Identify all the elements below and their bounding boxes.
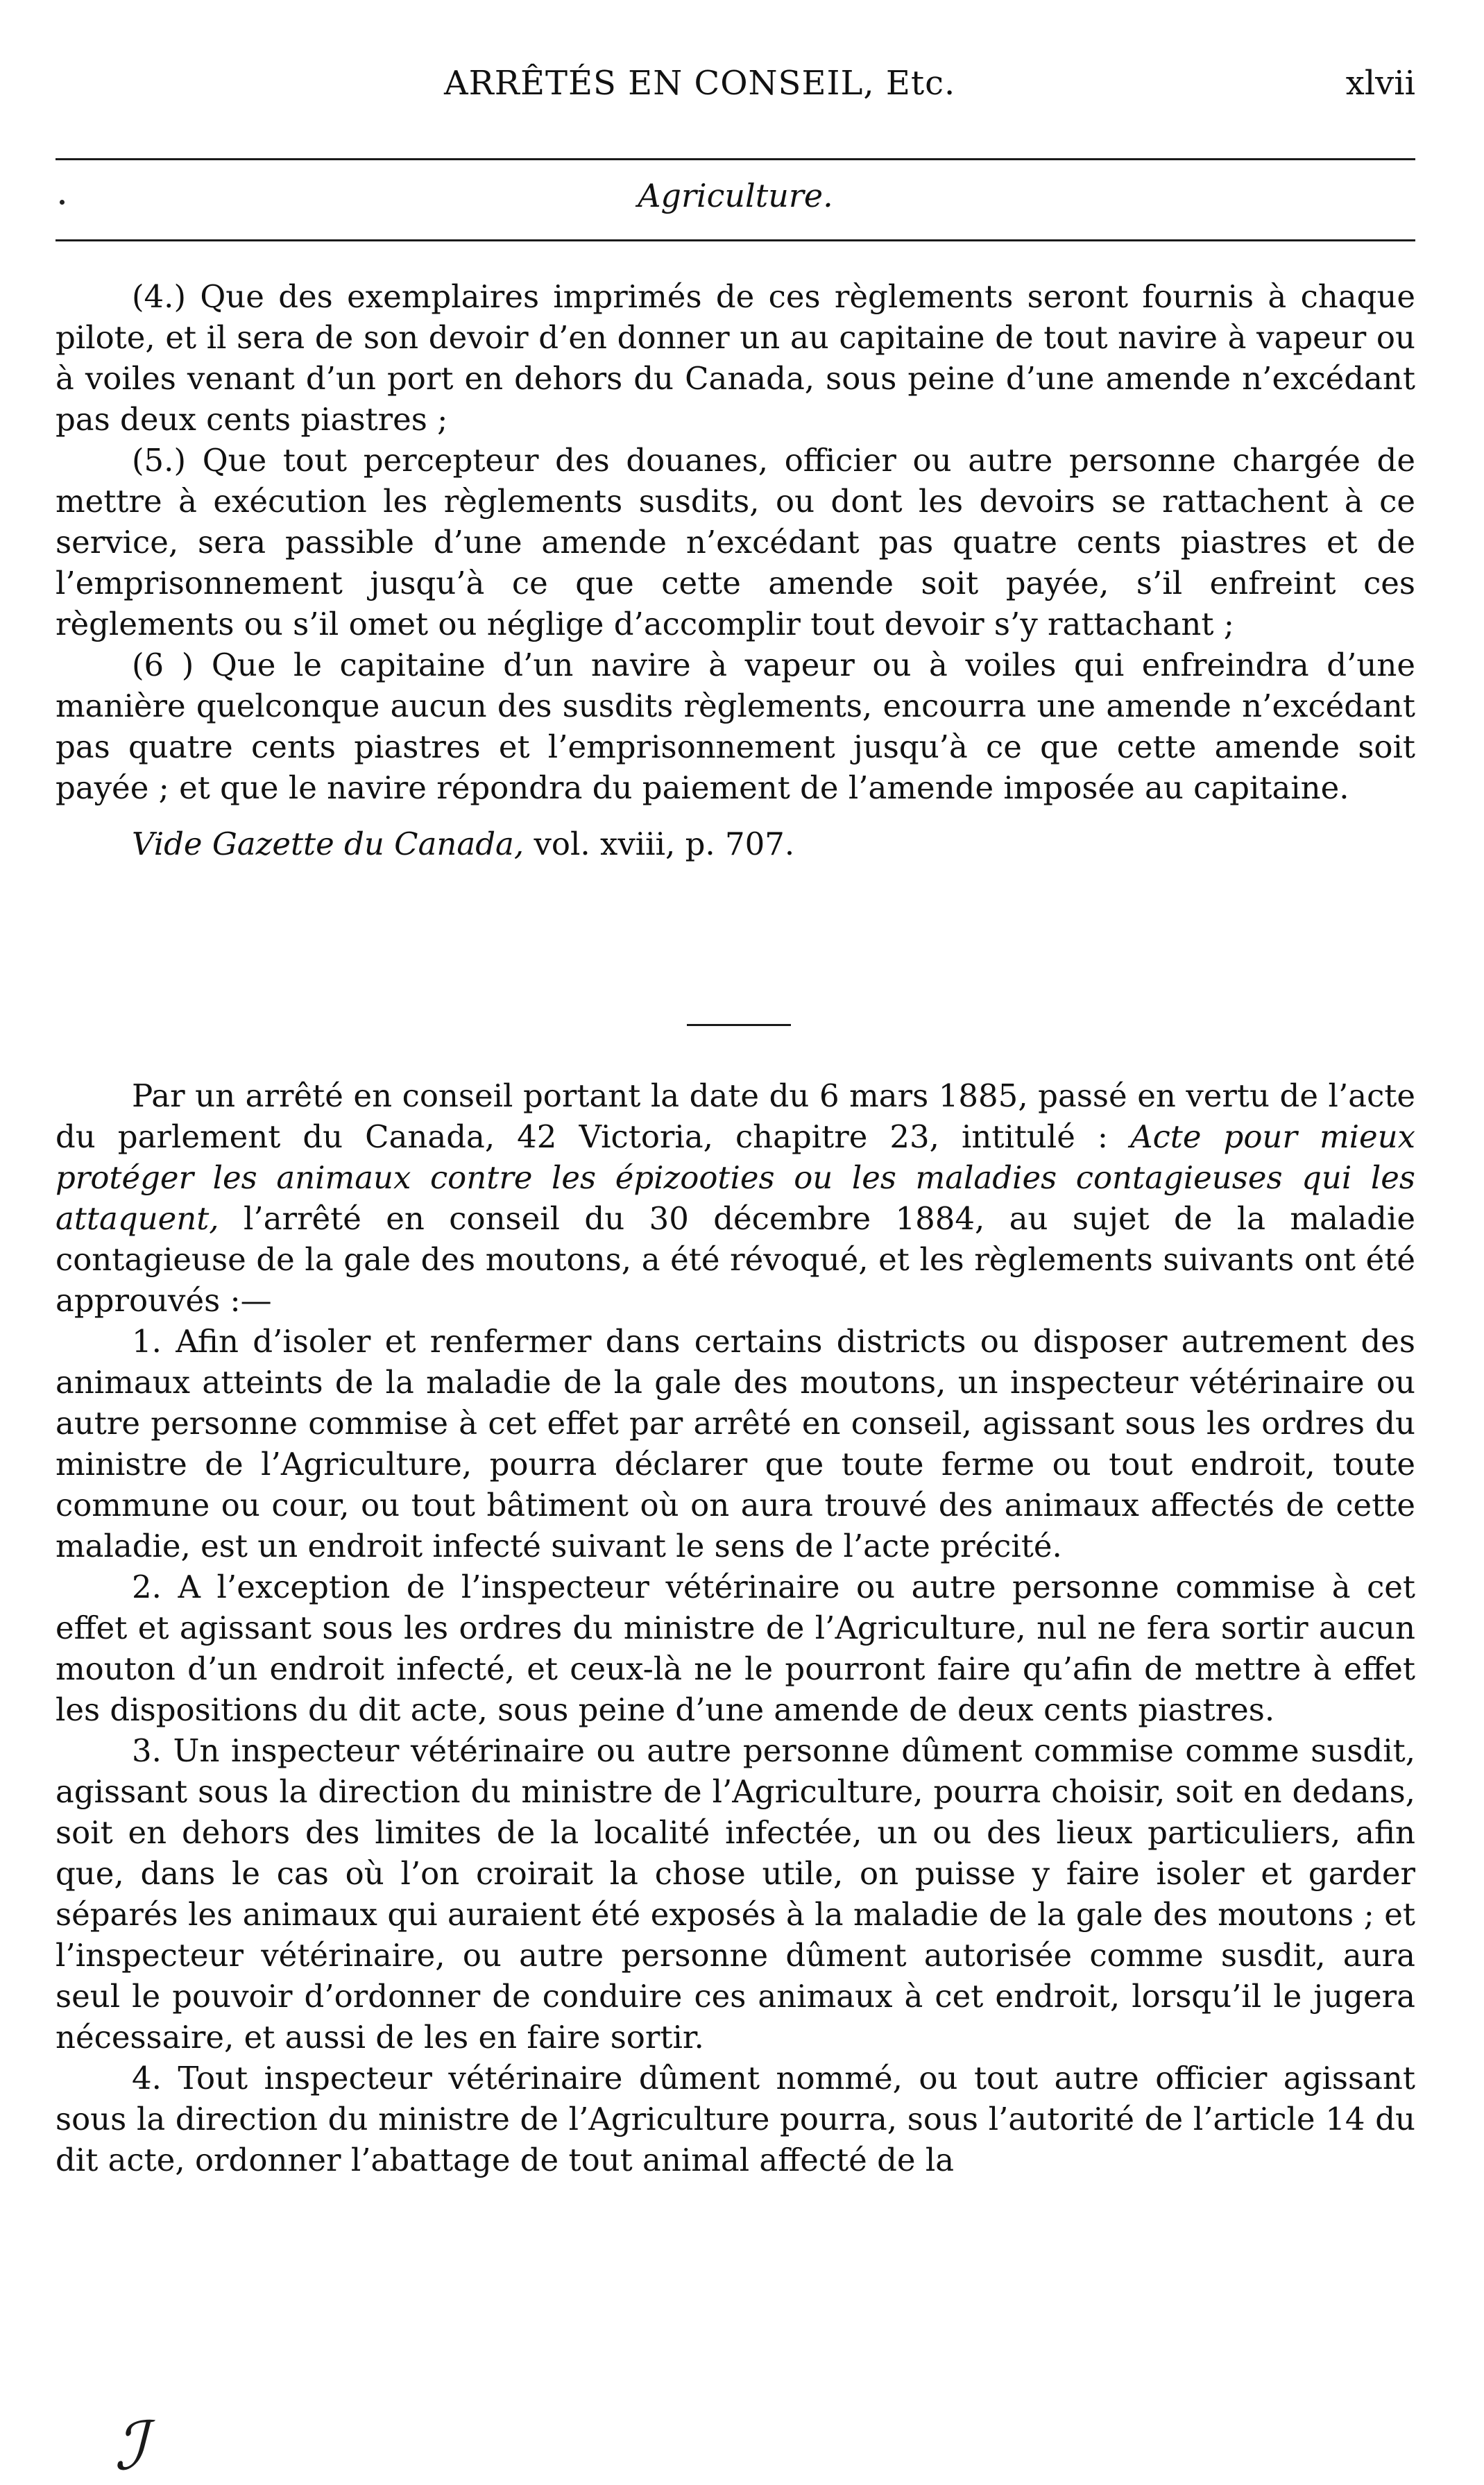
order-intro: [56, 1075, 1415, 1321]
header-rule-top: [56, 158, 1415, 160]
paragraph-6: (6 ) Que le capitaine d’un navire à vapeur ou à voiles qui enfreindra d’une manière quelconque aucun des susdits règlements, encourra une amende n’excédant pas quatre cents piastres et l’emprisonnement jusqu’à ce que cette amende soit payée ; et que le navire répondra du paiement de l’amende imposée au capitaine.: [56, 647, 1415, 806]
regulations-continued: [56, 276, 1415, 864]
paragraph-5: (5.) Que tout percepteur des douanes, officier ou autre personne chargée de mettre à exécution les règlements susdits, ou dont les devoirs se rattachent à ce service, sera passible d’une amende n’excédant pas quatre cents piastres et de l’emprisonnement jusqu’à ce que cette amende soit payée, s’il enfreint ces règlements ou s’il omet ou néglige d’accomplir tout devoir s’y rattachant ;: [56, 442, 1415, 642]
regulation-1: 1. Afin d’isoler et renfermer dans certains districts ou disposer autrement des animaux atteints de la maladie de la gale des moutons, un inspecteur vétérinaire ou autre personne commise à cet effet par arrêté en conseil, agissant sous les ordres du ministre de l’Agriculture, pourra déclarer que toute ferme ou tout endroit, toute commune ou cour, ou tout bâtiment où on aura trouvé des animaux affectés de cette maladie, est un endroit infecté suivant le sens de l’acte précité.: [56, 1323, 1415, 1564]
paragraph-4: (4.) Que des exemplaires imprimés de ces règlements seront fournis à chaque pilote, et il sera de son devoir d’en donner un au capitaine de tout navire à vapeur ou à voiles venant d’un port en dehors du Canada, sous peine d’une amende n’excédant pas deux cents piastres ;: [56, 278, 1415, 438]
signature-mark: ℐ: [114, 2407, 146, 2485]
regulation-2: 2. A l’exception de l’inspecteur vétérinaire ou autre personne commise à cet effet et agissant sous les ordres du ministre de l’Agriculture, nul ne fera sortir aucun mouton d’un endroit infecté, et ceux-là ne le pourront faire qu’afin de mettre à effet les dispositions du dit acte, sous peine d’une amende de deux cents piastres.: [56, 1569, 1415, 1728]
gazette-reference: [56, 823, 1415, 864]
section-title: Agriculture.: [638, 177, 833, 214]
act-title: Acte pour mieux protéger les animaux contre les épizooties ou les maladies contagieuses qui les attaquent,: [56, 1118, 1415, 1237]
running-title: ARRÊTÉS EN CONSEIL, Etc.: [444, 64, 956, 103]
order-intro-text: Par un arrêté en conseil portant la date du 6 mars 1885, passé en vertu de l’acte du parlement du Canada, 42 Victoria, chapitre 23, intitulé :: [56, 1077, 1415, 1155]
running-head: [56, 64, 1415, 112]
regulation-4: 4. Tout inspecteur vétérinaire dûment nommé, ou tout autre officier agissant sous la direction du ministre de l’Agriculture pourra, sous l’autorité de l’article 14 du dit acte, ordonner l’abattage de tout animal affecté de la: [56, 2060, 1415, 2178]
gazette-reference-volume: vol. xviii, p. 707.: [524, 826, 795, 862]
document-page: [56, 0, 1415, 2485]
header-rule-bottom: [56, 239, 1415, 241]
regulation-3: 3. Un inspecteur vétérinaire ou autre personne dûment commise comme susdit, agissant sous la direction du ministre de l’Agriculture, pourra choisir, soit en dedans, soit en dehors des limites de la localité infectée, un ou des lieux particuliers, afin que, dans le cas où l’on croirait la chose utile, on puisse y faire isoler et garder séparés les animaux qui auraient été exposés à la maladie de la gale des moutons ; et l’inspecteur vétérinaire, ou autre personne dûment autorisée comme susdit, aura seul le pouvoir d’ordonner de conduire ces animaux à cet endroit, lorsqu’il le jugera nécessaire, et aussi de les en faire sortir.: [56, 1732, 1415, 2056]
order-intro-text-continued: l’arrêté en conseil du 30 décembre 1884, au sujet de la maladie contagieuse de la gale des moutons, a été révoqué, et les règlements suivants ont été approuvés :—: [56, 1200, 1415, 1319]
order-in-council-1885: [56, 1075, 1415, 2180]
page-number: xlvii: [1345, 64, 1415, 103]
gazette-reference-title: Vide Gazette du Canada,: [132, 826, 524, 862]
section-separator: [687, 1024, 791, 1026]
